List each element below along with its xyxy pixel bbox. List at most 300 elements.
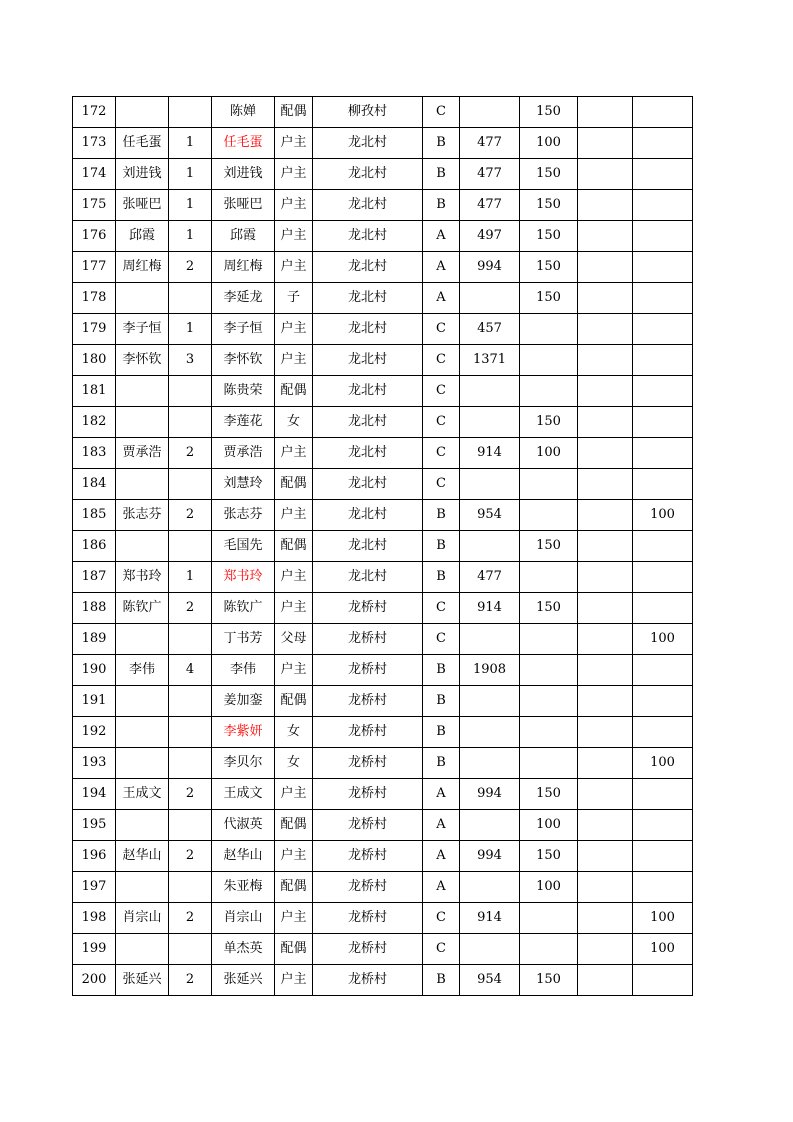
row-number-cell: 177 xyxy=(73,252,116,283)
row-number-cell: 173 xyxy=(73,128,116,159)
relationship-cell: 户主 xyxy=(275,655,313,686)
subsidy-b-cell xyxy=(578,686,633,717)
amount-cell xyxy=(460,407,520,438)
row-number-cell: 181 xyxy=(73,376,116,407)
village-cell: 龙北村 xyxy=(313,376,423,407)
table-row xyxy=(73,531,693,562)
village-cell: 龙北村 xyxy=(313,221,423,252)
row-number-cell: 172 xyxy=(73,97,116,128)
amount-cell xyxy=(460,686,520,717)
member-name-cell: 刘进钱 xyxy=(212,159,275,190)
subsidy-b-cell xyxy=(578,345,633,376)
table-row xyxy=(73,159,693,190)
row-number-cell: 182 xyxy=(73,407,116,438)
village-cell: 龙北村 xyxy=(313,159,423,190)
household-head-cell xyxy=(116,810,169,841)
subsidy-c-cell xyxy=(633,97,693,128)
household-size-cell: 2 xyxy=(169,500,212,531)
subsidy-c-cell xyxy=(633,841,693,872)
subsidy-c-cell xyxy=(633,221,693,252)
subsidy-a-cell xyxy=(520,655,578,686)
household-size-cell xyxy=(169,686,212,717)
subsidy-c-cell xyxy=(633,686,693,717)
subsidy-b-cell xyxy=(578,655,633,686)
row-number-cell: 178 xyxy=(73,283,116,314)
relationship-cell: 户主 xyxy=(275,438,313,469)
member-name-cell: 贾承浩 xyxy=(212,438,275,469)
data-table xyxy=(72,96,693,996)
member-name-cell: 肖宗山 xyxy=(212,903,275,934)
village-cell: 龙桥村 xyxy=(313,593,423,624)
relationship-cell: 户主 xyxy=(275,593,313,624)
amount-cell xyxy=(460,531,520,562)
relationship-cell: 户主 xyxy=(275,779,313,810)
subsidy-c-cell xyxy=(633,314,693,345)
table-row xyxy=(73,779,693,810)
subsidy-b-cell xyxy=(578,97,633,128)
member-name-cell: 陈婵 xyxy=(212,97,275,128)
village-cell: 龙桥村 xyxy=(313,965,423,996)
subsidy-a-cell: 100 xyxy=(520,128,578,159)
household-size-cell xyxy=(169,810,212,841)
household-head-cell xyxy=(116,283,169,314)
category-cell: A xyxy=(423,779,460,810)
village-cell: 龙北村 xyxy=(313,407,423,438)
household-size-cell xyxy=(169,531,212,562)
village-cell: 龙桥村 xyxy=(313,903,423,934)
amount-cell xyxy=(460,748,520,779)
household-head-cell xyxy=(116,934,169,965)
household-head-cell xyxy=(116,97,169,128)
village-cell: 龙北村 xyxy=(313,531,423,562)
household-size-cell xyxy=(169,748,212,779)
household-size-cell: 1 xyxy=(169,562,212,593)
table-row xyxy=(73,748,693,779)
relationship-cell: 户主 xyxy=(275,190,313,221)
category-cell: B xyxy=(423,531,460,562)
category-cell: C xyxy=(423,903,460,934)
row-number-cell: 186 xyxy=(73,531,116,562)
member-name-cell: 郑书玲 xyxy=(212,562,275,593)
subsidy-a-cell: 150 xyxy=(520,283,578,314)
subsidy-c-cell xyxy=(633,717,693,748)
amount-cell xyxy=(460,717,520,748)
household-size-cell xyxy=(169,376,212,407)
subsidy-c-cell xyxy=(633,128,693,159)
subsidy-c-cell xyxy=(633,531,693,562)
village-cell: 龙北村 xyxy=(313,562,423,593)
amount-cell xyxy=(460,872,520,903)
village-cell: 龙桥村 xyxy=(313,624,423,655)
member-name-cell: 单杰英 xyxy=(212,934,275,965)
subsidy-a-cell: 150 xyxy=(520,779,578,810)
subsidy-a-cell xyxy=(520,562,578,593)
relationship-cell: 配偶 xyxy=(275,686,313,717)
subsidy-a-cell: 100 xyxy=(520,810,578,841)
member-name-cell: 陈钦广 xyxy=(212,593,275,624)
category-cell: A xyxy=(423,841,460,872)
category-cell: C xyxy=(423,345,460,376)
household-size-cell: 2 xyxy=(169,779,212,810)
category-cell: A xyxy=(423,872,460,903)
row-number-cell: 174 xyxy=(73,159,116,190)
household-head-cell xyxy=(116,717,169,748)
category-cell: A xyxy=(423,283,460,314)
table-body xyxy=(73,97,693,996)
subsidy-a-cell: 150 xyxy=(520,159,578,190)
village-cell: 龙桥村 xyxy=(313,934,423,965)
table-row xyxy=(73,686,693,717)
category-cell: C xyxy=(423,376,460,407)
table-row xyxy=(73,562,693,593)
row-number-cell: 187 xyxy=(73,562,116,593)
amount-cell xyxy=(460,934,520,965)
row-number-cell: 200 xyxy=(73,965,116,996)
category-cell: B xyxy=(423,500,460,531)
amount-cell: 477 xyxy=(460,190,520,221)
subsidy-c-cell xyxy=(633,562,693,593)
village-cell: 龙北村 xyxy=(313,128,423,159)
relationship-cell: 配偶 xyxy=(275,97,313,128)
household-head-cell: 任毛蛋 xyxy=(116,128,169,159)
subsidy-c-cell xyxy=(633,810,693,841)
household-head-cell: 张志芬 xyxy=(116,500,169,531)
row-number-cell: 179 xyxy=(73,314,116,345)
row-number-cell: 199 xyxy=(73,934,116,965)
amount-cell xyxy=(460,376,520,407)
member-name-cell: 张延兴 xyxy=(212,965,275,996)
village-cell: 龙北村 xyxy=(313,438,423,469)
category-cell: A xyxy=(423,221,460,252)
subsidy-a-cell xyxy=(520,748,578,779)
table-row xyxy=(73,934,693,965)
member-name-cell: 刘慧玲 xyxy=(212,469,275,500)
household-size-cell xyxy=(169,469,212,500)
amount-cell: 994 xyxy=(460,779,520,810)
village-cell: 龙北村 xyxy=(313,190,423,221)
relationship-cell: 户主 xyxy=(275,562,313,593)
household-head-cell: 张哑巴 xyxy=(116,190,169,221)
subsidy-c-cell: 100 xyxy=(633,903,693,934)
amount-cell: 477 xyxy=(460,159,520,190)
category-cell: B xyxy=(423,159,460,190)
amount-cell: 1371 xyxy=(460,345,520,376)
subsidy-a-cell xyxy=(520,624,578,655)
household-size-cell: 3 xyxy=(169,345,212,376)
table-row xyxy=(73,965,693,996)
subsidy-b-cell xyxy=(578,159,633,190)
village-cell: 龙桥村 xyxy=(313,872,423,903)
member-name-cell: 王成文 xyxy=(212,779,275,810)
subsidy-a-cell: 100 xyxy=(520,438,578,469)
table-row xyxy=(73,810,693,841)
category-cell: C xyxy=(423,407,460,438)
category-cell: B xyxy=(423,190,460,221)
amount-cell: 477 xyxy=(460,128,520,159)
household-size-cell xyxy=(169,624,212,655)
relationship-cell: 女 xyxy=(275,717,313,748)
subsidy-a-cell xyxy=(520,469,578,500)
subsidy-b-cell xyxy=(578,190,633,221)
subsidy-c-cell xyxy=(633,190,693,221)
subsidy-b-cell xyxy=(578,531,633,562)
relationship-cell: 户主 xyxy=(275,252,313,283)
relationship-cell: 户主 xyxy=(275,159,313,190)
village-cell: 龙桥村 xyxy=(313,686,423,717)
household-size-cell: 1 xyxy=(169,159,212,190)
household-size-cell: 2 xyxy=(169,252,212,283)
village-cell: 龙桥村 xyxy=(313,841,423,872)
household-head-cell: 李伟 xyxy=(116,655,169,686)
subsidy-c-cell xyxy=(633,593,693,624)
amount-cell: 457 xyxy=(460,314,520,345)
amount-cell: 914 xyxy=(460,593,520,624)
relationship-cell: 子 xyxy=(275,283,313,314)
subsidy-b-cell xyxy=(578,593,633,624)
subsidy-b-cell xyxy=(578,810,633,841)
household-size-cell: 4 xyxy=(169,655,212,686)
subsidy-c-cell xyxy=(633,965,693,996)
member-name-cell: 张志芬 xyxy=(212,500,275,531)
table-row xyxy=(73,97,693,128)
category-cell: B xyxy=(423,655,460,686)
subsidy-a-cell: 150 xyxy=(520,531,578,562)
household-size-cell xyxy=(169,283,212,314)
member-name-cell: 朱亚梅 xyxy=(212,872,275,903)
subsidy-b-cell xyxy=(578,469,633,500)
village-cell: 柳孜村 xyxy=(313,97,423,128)
category-cell: B xyxy=(423,128,460,159)
category-cell: C xyxy=(423,593,460,624)
village-cell: 龙北村 xyxy=(313,345,423,376)
table-row xyxy=(73,221,693,252)
subsidy-c-cell: 100 xyxy=(633,500,693,531)
row-number-cell: 188 xyxy=(73,593,116,624)
household-head-cell: 赵华山 xyxy=(116,841,169,872)
subsidy-b-cell xyxy=(578,748,633,779)
row-number-cell: 193 xyxy=(73,748,116,779)
village-cell: 龙北村 xyxy=(313,252,423,283)
subsidy-a-cell xyxy=(520,500,578,531)
category-cell: C xyxy=(423,934,460,965)
member-name-cell: 李莲花 xyxy=(212,407,275,438)
subsidy-b-cell xyxy=(578,903,633,934)
subsidy-c-cell xyxy=(633,159,693,190)
table-row xyxy=(73,872,693,903)
member-name-cell: 任毛蛋 xyxy=(212,128,275,159)
row-number-cell: 191 xyxy=(73,686,116,717)
subsidy-a-cell: 150 xyxy=(520,97,578,128)
category-cell: C xyxy=(423,624,460,655)
relationship-cell: 配偶 xyxy=(275,810,313,841)
table-row xyxy=(73,841,693,872)
relationship-cell: 户主 xyxy=(275,345,313,376)
subsidy-c-cell xyxy=(633,407,693,438)
household-size-cell xyxy=(169,934,212,965)
household-head-cell: 刘进钱 xyxy=(116,159,169,190)
subsidy-b-cell xyxy=(578,407,633,438)
table-row xyxy=(73,903,693,934)
member-name-cell: 李延龙 xyxy=(212,283,275,314)
subsidy-a-cell xyxy=(520,934,578,965)
member-name-cell: 李怀钦 xyxy=(212,345,275,376)
table-row xyxy=(73,190,693,221)
relationship-cell: 配偶 xyxy=(275,376,313,407)
household-head-cell xyxy=(116,748,169,779)
household-head-cell xyxy=(116,624,169,655)
household-size-cell: 1 xyxy=(169,314,212,345)
amount-cell: 914 xyxy=(460,438,520,469)
row-number-cell: 176 xyxy=(73,221,116,252)
household-head-cell xyxy=(116,531,169,562)
subsidy-a-cell: 150 xyxy=(520,841,578,872)
row-number-cell: 184 xyxy=(73,469,116,500)
row-number-cell: 190 xyxy=(73,655,116,686)
category-cell: C xyxy=(423,438,460,469)
amount-cell xyxy=(460,624,520,655)
subsidy-b-cell xyxy=(578,872,633,903)
category-cell: B xyxy=(423,717,460,748)
village-cell: 龙桥村 xyxy=(313,779,423,810)
subsidy-b-cell xyxy=(578,841,633,872)
relationship-cell: 配偶 xyxy=(275,934,313,965)
subsidy-a-cell xyxy=(520,376,578,407)
subsidy-c-cell xyxy=(633,438,693,469)
category-cell: B xyxy=(423,965,460,996)
row-number-cell: 194 xyxy=(73,779,116,810)
household-size-cell: 1 xyxy=(169,221,212,252)
village-cell: 龙北村 xyxy=(313,283,423,314)
subsidy-b-cell xyxy=(578,500,633,531)
subsidy-b-cell xyxy=(578,221,633,252)
subsidy-b-cell xyxy=(578,624,633,655)
relationship-cell: 户主 xyxy=(275,965,313,996)
member-name-cell: 李子恒 xyxy=(212,314,275,345)
row-number-cell: 198 xyxy=(73,903,116,934)
row-number-cell: 183 xyxy=(73,438,116,469)
amount-cell: 914 xyxy=(460,903,520,934)
member-name-cell: 丁书芳 xyxy=(212,624,275,655)
household-head-cell: 李子恒 xyxy=(116,314,169,345)
household-size-cell: 1 xyxy=(169,190,212,221)
row-number-cell: 197 xyxy=(73,872,116,903)
household-head-cell: 郑书玲 xyxy=(116,562,169,593)
amount-cell xyxy=(460,469,520,500)
subsidy-c-cell xyxy=(633,283,693,314)
household-size-cell xyxy=(169,97,212,128)
subsidy-a-cell: 150 xyxy=(520,190,578,221)
relationship-cell: 户主 xyxy=(275,128,313,159)
household-head-cell: 贾承浩 xyxy=(116,438,169,469)
relationship-cell: 配偶 xyxy=(275,469,313,500)
table-row xyxy=(73,469,693,500)
table-row xyxy=(73,624,693,655)
household-size-cell xyxy=(169,407,212,438)
member-name-cell: 毛国先 xyxy=(212,531,275,562)
amount-cell xyxy=(460,97,520,128)
village-cell: 龙桥村 xyxy=(313,810,423,841)
subsidy-c-cell: 100 xyxy=(633,624,693,655)
category-cell: A xyxy=(423,252,460,283)
subsidy-a-cell xyxy=(520,345,578,376)
subsidy-c-cell: 100 xyxy=(633,748,693,779)
table-row xyxy=(73,283,693,314)
household-head-cell xyxy=(116,686,169,717)
table-row xyxy=(73,314,693,345)
relationship-cell: 户主 xyxy=(275,500,313,531)
relationship-cell: 女 xyxy=(275,748,313,779)
household-head-cell: 邱霞 xyxy=(116,221,169,252)
member-name-cell: 邱霞 xyxy=(212,221,275,252)
amount-cell: 497 xyxy=(460,221,520,252)
table-row xyxy=(73,128,693,159)
subsidy-a-cell xyxy=(520,717,578,748)
category-cell: B xyxy=(423,686,460,717)
amount-cell: 994 xyxy=(460,252,520,283)
member-name-cell: 张哑巴 xyxy=(212,190,275,221)
category-cell: A xyxy=(423,810,460,841)
subsidy-c-cell xyxy=(633,469,693,500)
member-name-cell: 姜加銮 xyxy=(212,686,275,717)
subsidy-b-cell xyxy=(578,438,633,469)
subsidy-a-cell: 150 xyxy=(520,221,578,252)
subsidy-c-cell xyxy=(633,872,693,903)
table-row xyxy=(73,655,693,686)
household-size-cell xyxy=(169,872,212,903)
category-cell: B xyxy=(423,562,460,593)
subsidy-a-cell xyxy=(520,686,578,717)
table-row xyxy=(73,438,693,469)
member-name-cell: 赵华山 xyxy=(212,841,275,872)
member-name-cell: 周红梅 xyxy=(212,252,275,283)
subsidy-c-cell: 100 xyxy=(633,934,693,965)
household-head-cell: 周红梅 xyxy=(116,252,169,283)
member-name-cell: 陈贵荣 xyxy=(212,376,275,407)
village-cell: 龙桥村 xyxy=(313,748,423,779)
subsidy-a-cell: 100 xyxy=(520,872,578,903)
village-cell: 龙桥村 xyxy=(313,717,423,748)
household-size-cell: 2 xyxy=(169,841,212,872)
amount-cell: 1908 xyxy=(460,655,520,686)
household-head-cell xyxy=(116,469,169,500)
relationship-cell: 父母 xyxy=(275,624,313,655)
village-cell: 龙北村 xyxy=(313,314,423,345)
row-number-cell: 175 xyxy=(73,190,116,221)
subsidy-b-cell xyxy=(578,128,633,159)
subsidy-b-cell xyxy=(578,252,633,283)
amount-cell xyxy=(460,283,520,314)
subsidy-a-cell: 150 xyxy=(520,252,578,283)
village-cell: 龙北村 xyxy=(313,469,423,500)
amount-cell: 994 xyxy=(460,841,520,872)
subsidy-a-cell xyxy=(520,903,578,934)
household-size-cell xyxy=(169,717,212,748)
household-head-cell: 李怀钦 xyxy=(116,345,169,376)
subsidy-a-cell: 150 xyxy=(520,407,578,438)
household-head-cell xyxy=(116,872,169,903)
table-row xyxy=(73,252,693,283)
subsidy-b-cell xyxy=(578,934,633,965)
relationship-cell: 户主 xyxy=(275,221,313,252)
table-row xyxy=(73,376,693,407)
household-size-cell: 1 xyxy=(169,128,212,159)
subsidy-c-cell xyxy=(633,376,693,407)
row-number-cell: 180 xyxy=(73,345,116,376)
table-row xyxy=(73,345,693,376)
relationship-cell: 配偶 xyxy=(275,531,313,562)
subsidy-a-cell xyxy=(520,314,578,345)
household-head-cell xyxy=(116,407,169,438)
